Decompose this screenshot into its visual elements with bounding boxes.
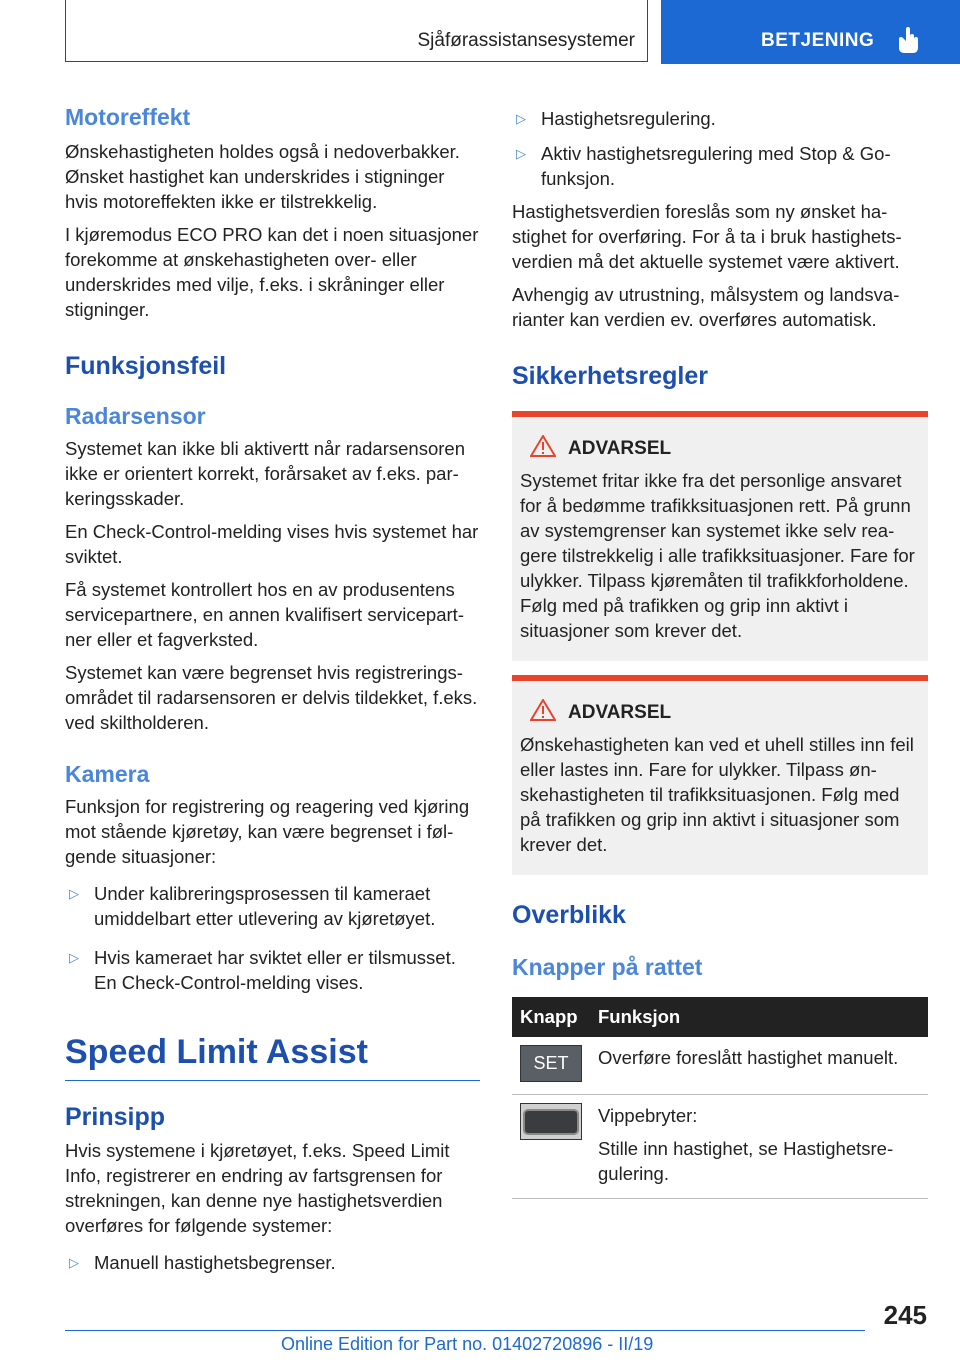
- footer-rule: [65, 1330, 865, 1331]
- list-item-text: Manuell hastighetsbegrenser.: [94, 1252, 336, 1273]
- column-header: Knapp: [512, 997, 590, 1037]
- rocker-switch-icon: [520, 1103, 582, 1140]
- triangle-bullet-icon: ▷: [69, 950, 79, 965]
- warning-title-text: ADVARSEL: [568, 702, 672, 723]
- paragraph: Få systemet kontrollert hos en av produsentens servicepartnere, en annen kvalifisert servicepartner eller et fagverksted.: [65, 579, 464, 650]
- table-cell: [590, 1095, 928, 1199]
- paragraph: Ønskehastigheten holdes også i nedoverbakker. Ønsket hastighet kan underskrides i stigninger hvis motoreffekten ikke er tilstrekkelig.: [65, 141, 460, 212]
- heading-motoreffekt: Motoreffekt: [65, 104, 191, 130]
- warning-triangle-icon: [530, 699, 556, 721]
- warning-text: Ønskehastigheten kan ved et uhell stilles inn feil eller lastes inn. Fare for ulykker. Tilpass ønskehastigheten til trafikksituasjonen. Følg med på trafikken og grip inn aktivt i situasjoner som krever det.: [520, 734, 914, 855]
- paragraph: Avhengig av utrustning, målsystem og landsvarianter kan verdien ev. overføres automatisk.: [512, 284, 900, 330]
- page-header: [0, 0, 960, 66]
- triangle-bullet-icon: ▷: [69, 1255, 79, 1270]
- heading-speed-limit-assist: Speed Limit Assist: [65, 1033, 368, 1071]
- list-item: [512, 141, 928, 191]
- heading-knapper: Knapper på rattet: [512, 954, 703, 980]
- left-column: [65, 100, 480, 1283]
- list-item: [65, 1250, 480, 1275]
- heading-rule: [65, 1033, 480, 1081]
- chapter-title: BETJENING: [761, 30, 875, 51]
- paragraph: I kjøremodus ECO PRO kan det i noen situasjoner forekomme at ønskehastigheten over- eller underskrides med vilje, f.eks. i skråninger eller stigninger.: [65, 224, 479, 320]
- list-item: [512, 106, 928, 131]
- footer-edition: Online Edition for Part no. 01402720896 - II/19: [281, 1334, 654, 1354]
- list-item-text: Under kalibreringsprosessen til kameraet umiddelbart etter utlevering av kjøretøyet.: [94, 883, 436, 929]
- table-cell: [512, 1037, 590, 1095]
- table-row: [512, 1037, 928, 1095]
- table-header-row: [512, 997, 928, 1037]
- table-row: [512, 1095, 928, 1199]
- paragraph: Hastighetsverdien foreslås som ny ønsket hastighet for overføring. For å ta i bruk hastighetsverdien må det aktuelle systemet være aktivert.: [512, 201, 902, 272]
- right-column: [512, 100, 928, 1199]
- list-item: [65, 945, 480, 995]
- triangle-bullet-icon: ▷: [516, 111, 526, 126]
- paragraph: Systemet kan være begrenset hvis registreringsområdet til radarsensoren er delvis tildekket, f.eks. ved skiltholderen.: [65, 662, 478, 733]
- section-tab: [65, 0, 648, 62]
- paragraph: Systemet kan ikke bli aktivertt når radarsensoren ikke er orientert korrekt, forårsaket av f.eks. parkeringsskader.: [65, 438, 465, 509]
- heading-sikkerhetsregler: Sikkerhetsregler: [512, 362, 708, 390]
- warning-title: [520, 699, 920, 724]
- table-cell-text: Vippebryter:: [598, 1105, 698, 1126]
- heading-overblikk: Overblikk: [512, 901, 626, 929]
- hand-pointer-icon: [895, 26, 921, 54]
- warning-triangle-icon: [530, 435, 556, 457]
- list-item-text: Aktiv hastighetsregulering med Stop & Go-funksjon.: [541, 143, 891, 189]
- paragraph: En Check-Control-melding vises hvis systemet har sviktet.: [65, 521, 479, 567]
- heading-radarsensor: Radarsensor: [65, 403, 206, 429]
- warning-title: [520, 435, 920, 460]
- warning-box: [512, 411, 928, 661]
- triangle-bullet-icon: ▷: [69, 886, 79, 901]
- column-header: Funksjon: [590, 997, 928, 1037]
- table-cell-text: Stille inn hastighet, se Hastighetsregulering.: [598, 1138, 894, 1184]
- list-item: [65, 881, 480, 931]
- warning-box: [512, 675, 928, 875]
- chapter-tab: [661, 0, 960, 64]
- list-item-text: Hvis kameraet har sviktet eller er tilsmusset. En Check-Control-melding vises.: [94, 947, 456, 993]
- table-cell: [512, 1095, 590, 1199]
- warning-text: Systemet fritar ikke fra det personlige ansvaret for å bedømme trafikksituasjonen rett. På grunn av systemgrenser kan systemet ikke selv reagere tilstrekkelig i alle trafikksituasjoner. Fare for ulykker. Tilpass kjøremåten til trafikkforholdene. Følg med på trafikken og grip inn aktivt i situasjoner som krever det.: [520, 470, 915, 641]
- set-button-icon: SET: [520, 1045, 582, 1082]
- triangle-bullet-icon: ▷: [516, 146, 526, 161]
- paragraph: Hvis systemene i kjøretøyet, f.eks. Speed Limit Info, registrerer en endring av fartsgrensen for strekningen, kan denne nye hastighetsverdien overføres for følgende systemer:: [65, 1140, 450, 1236]
- table-cell: Overføre foreslått hastighet manuelt.: [590, 1037, 928, 1095]
- page-number: 245: [883, 1300, 927, 1330]
- section-title: Sjåførassistansesystemer: [417, 30, 635, 51]
- list-item-text: Hastighetsregulering.: [541, 108, 716, 129]
- paragraph: Funksjon for registrering og reagering ved kjøring mot stående kjøretøy, kan være begrenset i følgende situasjoner:: [65, 796, 470, 867]
- buttons-table: [512, 997, 928, 1199]
- heading-kamera: Kamera: [65, 761, 150, 787]
- heading-funksjonsfeil: Funksjonsfeil: [65, 352, 227, 380]
- heading-prinsipp: Prinsipp: [65, 1103, 166, 1131]
- warning-title-text: ADVARSEL: [568, 438, 672, 459]
